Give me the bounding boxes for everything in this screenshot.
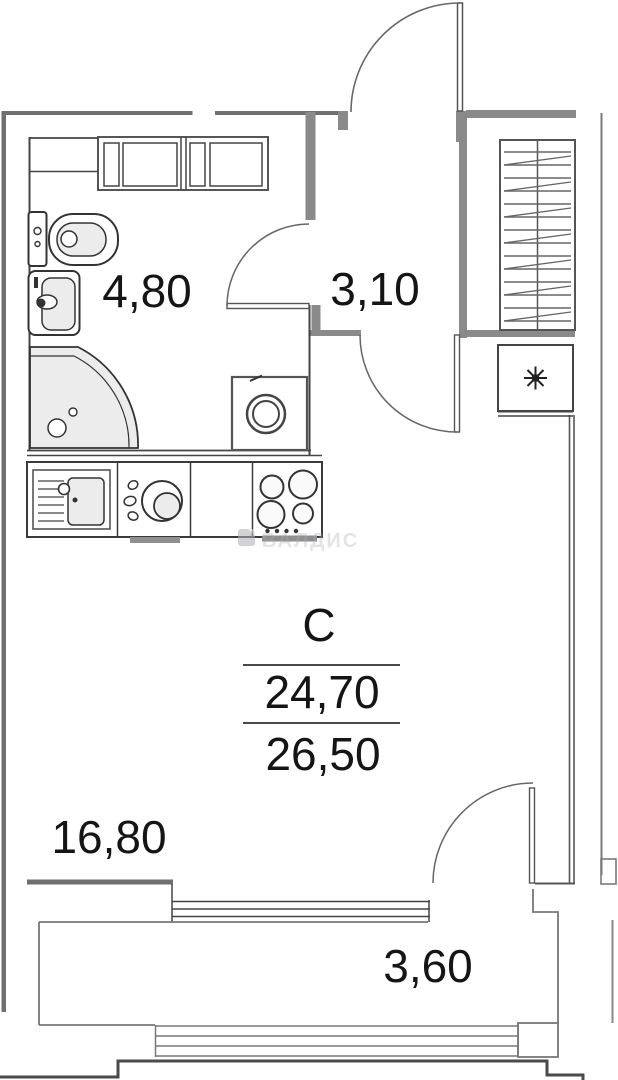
hallway-area-label: 3,10 <box>330 263 420 315</box>
sink-faucet-base <box>37 299 46 308</box>
toilet-button <box>34 228 41 235</box>
balcony-corner-block <box>518 1023 558 1057</box>
kitchen-sink <box>33 470 110 529</box>
total-area-label: 26,50 <box>265 728 381 780</box>
balcony-window <box>155 1023 518 1057</box>
round-sink-inner <box>154 493 180 519</box>
top-wall-right <box>466 110 576 118</box>
room-area-label: 16,80 <box>51 811 167 863</box>
balcony-door <box>433 783 535 883</box>
room-right-wall <box>535 415 575 884</box>
burner <box>293 504 313 524</box>
top-wall-mid <box>215 111 348 115</box>
burner <box>289 471 317 499</box>
balcony <box>39 889 558 1057</box>
wardrobe-section <box>123 143 177 186</box>
bathroom-door-leaf <box>227 304 309 309</box>
kitchen-round-sink <box>123 479 182 521</box>
shower-drain-small <box>69 408 77 416</box>
stair-bottom-wall <box>459 330 575 337</box>
top-wall-left <box>2 111 193 115</box>
bottom-outer-boundary <box>0 1061 583 1080</box>
toilet-drain <box>61 231 77 247</box>
staircase <box>500 140 575 330</box>
shower <box>30 347 138 448</box>
washing-machine-body <box>232 377 307 450</box>
toilet <box>29 212 119 266</box>
living-area-label: 24,70 <box>264 666 380 718</box>
burner <box>261 476 284 499</box>
bathroom-area-label: 4,80 <box>102 265 192 317</box>
shaft <box>498 345 573 416</box>
balcony-door-leaf <box>530 788 535 883</box>
wardrobe-shelf <box>104 143 119 186</box>
wardrobe-shelf <box>190 143 205 186</box>
entrance-door-leaf <box>458 3 463 111</box>
right-wall-block <box>601 859 616 884</box>
hallway-door-swing <box>360 335 457 432</box>
bathroom-sink <box>29 271 80 335</box>
kitchen-faucet <box>59 484 70 495</box>
left-outer-wall <box>2 112 7 1012</box>
washing-machine <box>232 376 307 451</box>
bathroom-door-swing <box>227 224 309 306</box>
entrance-jamb-left <box>338 111 348 130</box>
entrance-door-swing <box>351 3 460 112</box>
wardrobe-section <box>210 143 262 186</box>
watermark-text: ВАЛДИС <box>262 530 360 552</box>
kitchen-faucet-dot <box>73 498 78 503</box>
room-bottom-wall <box>27 880 173 885</box>
wardrobe <box>98 137 268 190</box>
toilet-button <box>35 242 40 247</box>
entrance-door <box>338 3 467 142</box>
main-window <box>172 884 430 922</box>
hallway-door-leaf <box>455 335 460 432</box>
sink-dispenser <box>34 277 38 288</box>
shower-drain <box>48 419 66 437</box>
balcony-area-label: 3,60 <box>383 940 473 992</box>
unit-label: C <box>302 599 336 651</box>
bathroom-door <box>227 224 309 309</box>
entrance-jamb-right <box>456 111 467 142</box>
balcony-right-wall <box>533 889 558 1023</box>
burner <box>258 501 285 528</box>
counter-plinth <box>130 537 180 543</box>
hallway-wall-stub <box>312 305 321 332</box>
toilet-tank <box>29 212 47 266</box>
hallway-door <box>360 335 460 432</box>
hallway-right-wall <box>459 111 467 338</box>
balcony-door-swing <box>433 783 533 883</box>
bathroom-right-wall-upper <box>306 112 316 220</box>
